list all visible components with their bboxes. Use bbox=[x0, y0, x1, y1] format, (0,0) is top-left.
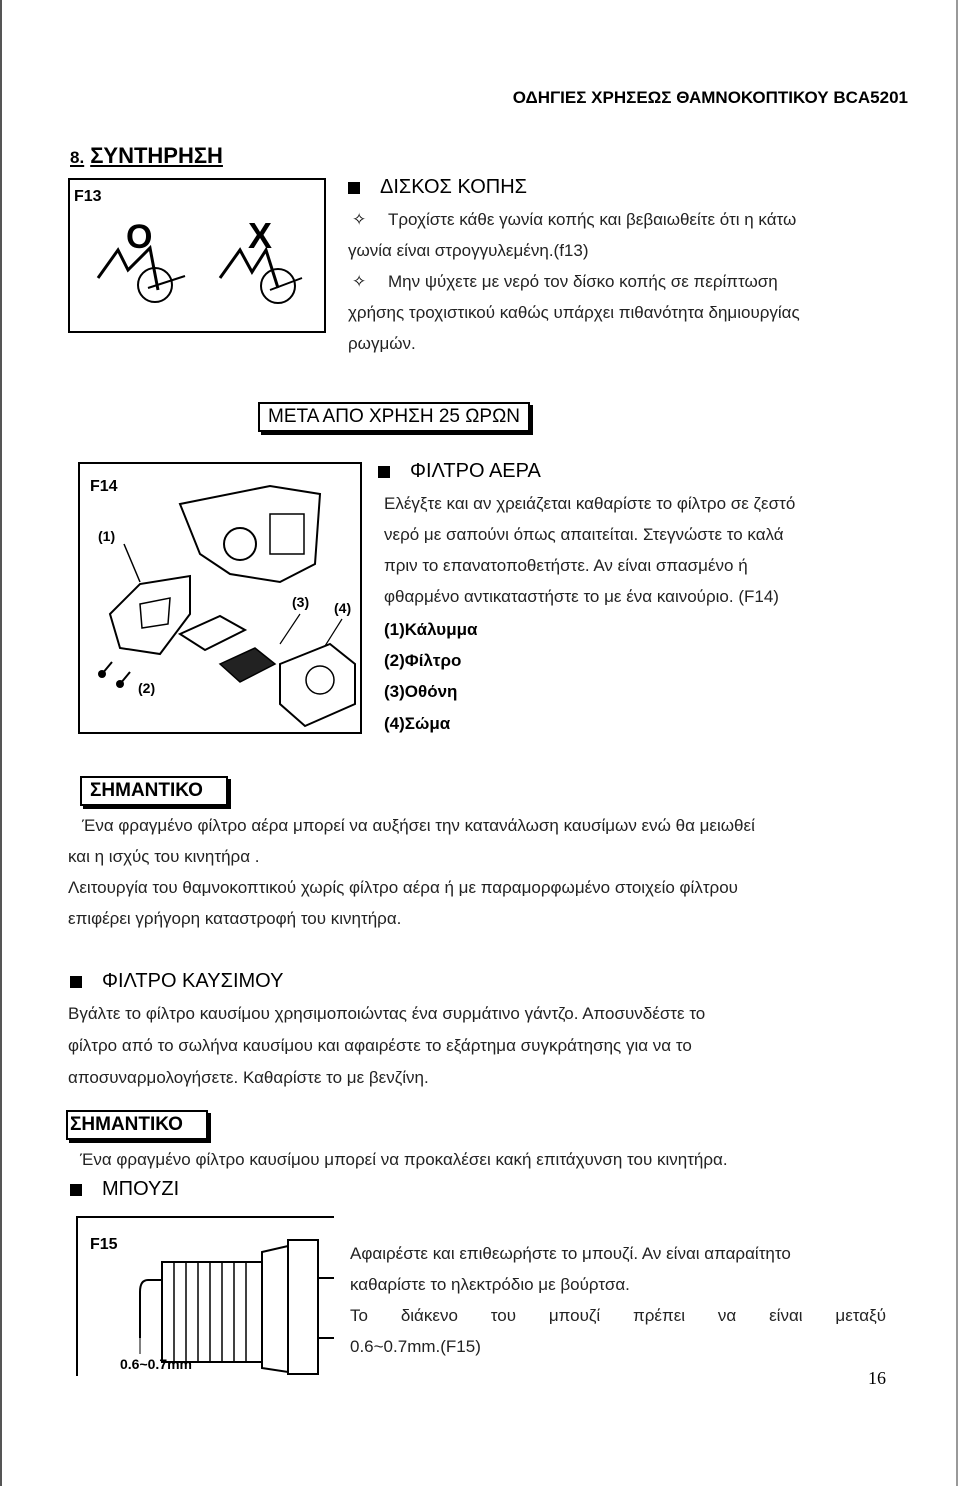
fuel-filter-line-2: φίλτρο από το σωλήνα καυσίμου και αφαιρέστε το εξάρτημα συγκράτησης για να το bbox=[68, 1036, 692, 1055]
section-name: ΣΥΝΤΗΡΗΣΗ bbox=[90, 143, 223, 168]
figure-label: F15 bbox=[90, 1236, 118, 1253]
blade-line-2a: ✧ Μην ψύχετε με νερό τον δίσκο κοπής σε περίπτωση bbox=[352, 266, 912, 297]
interval-label: ΜΕΤΑ ΑΠΟ ΧΡΗΣΗ 25 ΩΡΩΝ bbox=[258, 402, 530, 432]
bullet-square-icon bbox=[348, 182, 360, 194]
blade-line-1a: ✧ Τροχίστε κάθε γωνία κοπής και βεβαιωθείτε ότι η κάτω bbox=[352, 204, 912, 235]
bullet-square-icon bbox=[378, 466, 390, 478]
important-1-line-3: Λειτουργία του θαμνοκοπτικού χωρίς φίλτρο αέρα ή με παραμορφωμένο στοιχείο φίλτρου bbox=[68, 878, 738, 897]
blade-section bbox=[348, 176, 908, 199]
blade-line-1b: γωνία είναι στρογγυλεμένη.(f13) bbox=[348, 241, 589, 260]
figure-f13 bbox=[68, 178, 326, 333]
spark-plug-illustration bbox=[78, 1218, 334, 1376]
blade-edge-illustration bbox=[70, 180, 324, 331]
spark-plug-line-4: 0.6~0.7mm.(F15) bbox=[350, 1337, 481, 1356]
air-filter-line-2: νερό με σαπούνι όπως απαιτείται. Στεγνώστε το καλά bbox=[384, 525, 784, 544]
blade-heading bbox=[348, 176, 908, 199]
callout-1: (1) bbox=[98, 528, 116, 544]
figure-label: F14 bbox=[90, 478, 118, 495]
air-filter-item-4: (4)Σώμα bbox=[384, 714, 451, 733]
important-1-line-1: Ένα φραγμένο φίλτρο αέρα μπορεί να αυξήσει την κατανάλωση καυσίμων ενώ θα μειωθεί bbox=[82, 816, 755, 835]
spark-plug-line-3: Το διάκενο του μπουζί πρέπει να είναι μεταξύ bbox=[350, 1306, 886, 1325]
spark-plug-line-2: καθαρίστε το ηλεκτρόδιο με βούρτσα. bbox=[350, 1275, 630, 1294]
blade-heading-text: ΔΙΣΚΟΣ ΚΟΠΗΣ bbox=[380, 176, 528, 198]
air-filter-line-3: πριν το επανατοποθετήστε. Αν είναι σπασμένο ή bbox=[384, 556, 748, 575]
air-filter-exploded-illustration bbox=[80, 464, 360, 732]
fuel-filter-line-1: Βγάλτε το φίλτρο καυσίμου χρησιμοποιώντας ένα συρμάτινο γάντζο. Αποσυνδέστε το bbox=[68, 1004, 706, 1023]
section-number: 8. bbox=[70, 148, 85, 167]
air-filter-heading-text: ΦΙΛΤΡΟ ΑΕΡΑ bbox=[410, 460, 541, 482]
figure-f14 bbox=[78, 462, 362, 734]
bullet-square-icon bbox=[70, 1184, 82, 1196]
spark-plug-heading-text: ΜΠΟΥΖΙ bbox=[102, 1178, 180, 1200]
air-filter-item-1: (1)Κάλυμμα bbox=[384, 620, 478, 639]
fuel-filter-heading bbox=[70, 970, 283, 993]
air-filter-line-1: Ελέγξτε και αν χρειάζεται καθαρίστε το φίλτρο σε ζεστό bbox=[384, 494, 796, 513]
fuel-filter-heading-text: ΦΙΛΤΡΟ ΚΑΥΣΙΜΟΥ bbox=[102, 970, 284, 992]
section-title bbox=[70, 143, 223, 169]
important-label-2: ΣΗΜΑΝΤΙΚΟ bbox=[66, 1110, 208, 1140]
blade-line-2c: ρωγμών. bbox=[348, 334, 416, 353]
figure-f15 bbox=[76, 1216, 334, 1376]
air-filter-item-3: (3)Οθόνη bbox=[384, 682, 458, 701]
fuel-filter-line-3: αποσυναρμολογήσετε. Καθαρίστε το με βενζίνη. bbox=[68, 1068, 429, 1087]
important-label-1: ΣΗΜΑΝΤΙΚΟ bbox=[80, 776, 228, 806]
air-filter-item-2: (2)Φίλτρο bbox=[384, 651, 462, 670]
callout-3: (3) bbox=[292, 594, 310, 610]
page-number: 16 bbox=[868, 1368, 886, 1388]
gap-dimension-label: 0.6~0.7mm bbox=[120, 1356, 192, 1372]
air-filter-heading bbox=[378, 460, 541, 483]
callout-2: (2) bbox=[138, 680, 156, 696]
bullet-square-icon bbox=[70, 976, 82, 988]
air-filter-line-4: φθαρμένο αντικαταστήστε το με ένα καινούριο. (F14) bbox=[384, 587, 779, 606]
bad-mark: X bbox=[248, 215, 273, 256]
spark-plug-heading bbox=[70, 1178, 179, 1201]
figure-label: F13 bbox=[74, 188, 102, 205]
important-2-line-1: Ένα φραγμένο φίλτρο καυσίμου μπορεί να προκαλέσει κακή επιτάχυνση του κινητήρα. bbox=[80, 1150, 728, 1169]
important-1-line-4: επιφέρει γρήγορη καταστροφή του κινητήρα. bbox=[68, 909, 402, 928]
document-header: ΟΔΗΓΙΕΣ ΧΡΗΣΕΩΣ ΘΑΜΝΟΚΟΠΤΙΚΟΥ BCA5201 bbox=[512, 88, 908, 107]
ok-mark: O bbox=[126, 218, 153, 256]
callout-4: (4) bbox=[334, 600, 352, 616]
diamond-icon: ✧ bbox=[352, 272, 367, 291]
important-1-line-2: και η ισχύς του κινητήρα . bbox=[68, 847, 260, 866]
diamond-icon: ✧ bbox=[352, 210, 367, 229]
blade-line-2b: χρήσης τροχιστικού καθώς υπάρχει πιθανότητα δημιουργίας bbox=[348, 303, 800, 322]
spark-plug-line-1: Αφαιρέστε και επιθεωρήστε το μπουζί. Αν είναι απαραίτητο bbox=[350, 1244, 791, 1263]
